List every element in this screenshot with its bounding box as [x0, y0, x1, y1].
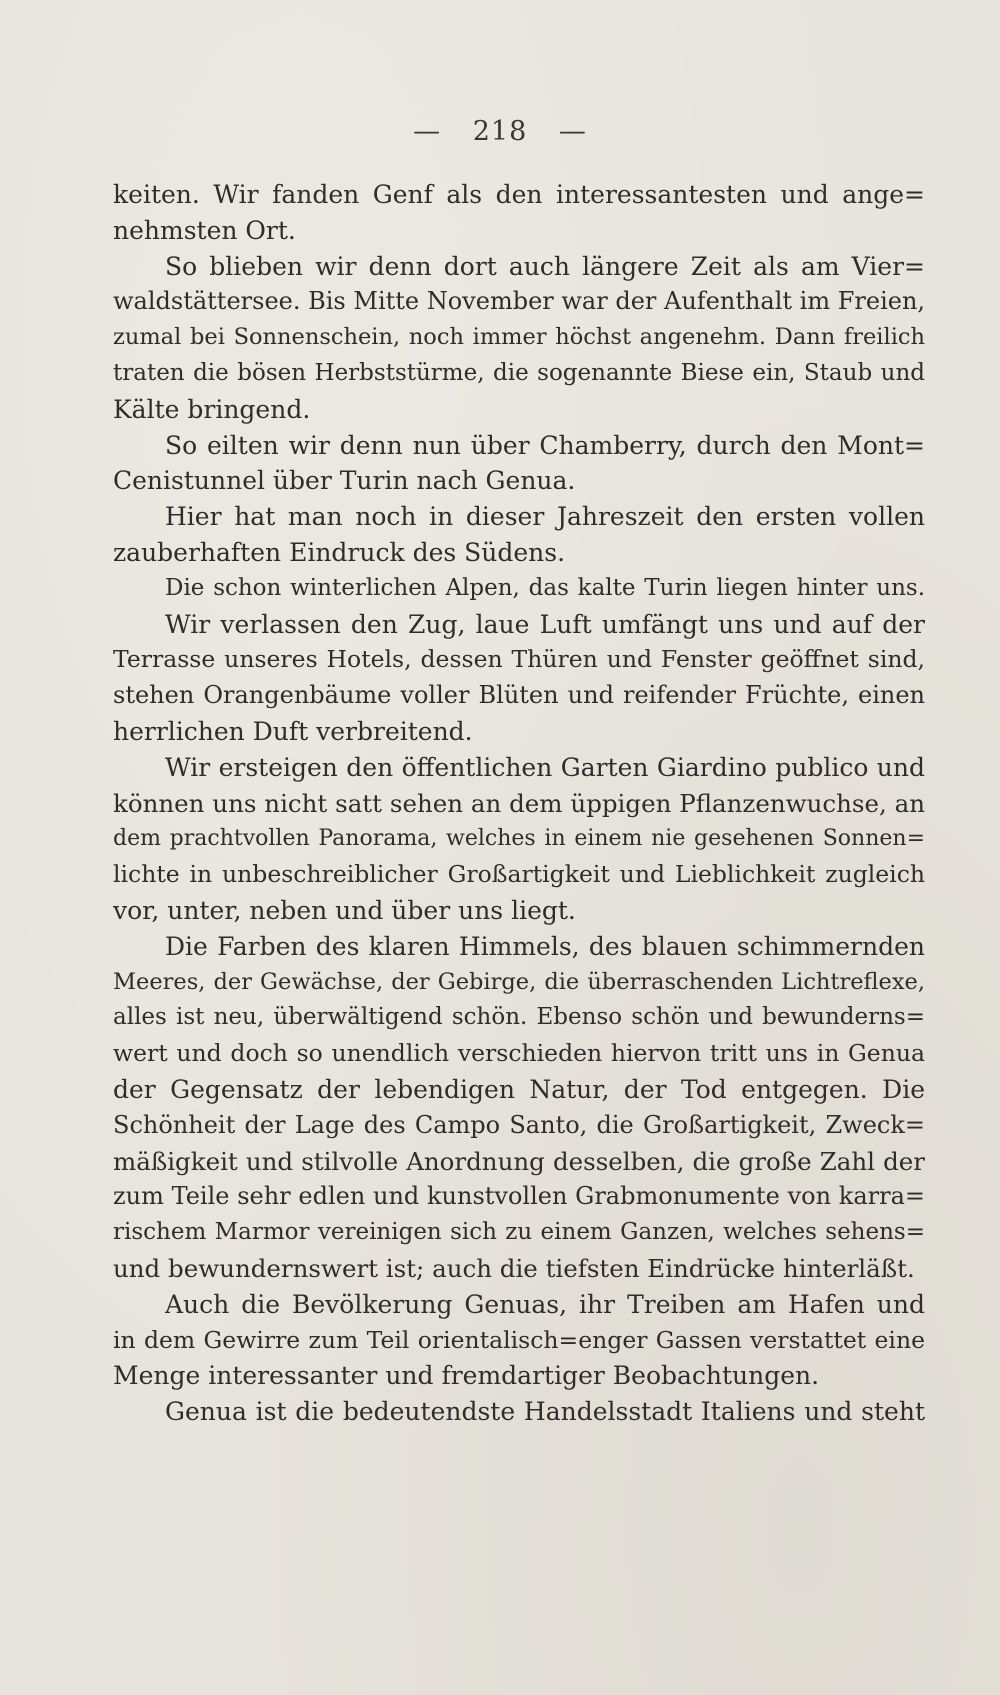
text-line: der Gegensatz der lebendigen Natur, der Tod entgegen. Die [113, 1074, 925, 1104]
text-line: waldstättersee. Bis Mitte November war der Aufenthalt im Freien, [113, 287, 926, 316]
text-line: Die schon winterlichen Alpen, das kalte Turin liegen hinter uns. [165, 574, 925, 601]
text-line: zum Teile sehr edlen und kunstvollen Grabmonumente von karra= [113, 1182, 925, 1211]
text-line: keiten. Wir fanden Genf als den interessantesten und ange= [113, 180, 925, 209]
text-line: und bewundernswert ist; auch die tiefsten Eindrücke hinterläßt. [113, 1253, 915, 1283]
text-line: Wir verlassen den Zug, laue Luft umfängt uns und auf der [165, 609, 925, 639]
dash-left: — [413, 116, 442, 147]
text-line: rischem Marmor vereinigen sich zu einem Ganzen, welches sehens= [113, 1219, 925, 1246]
text-line: Menge interessanter und fremdartiger Beobachtungen. [113, 1361, 820, 1391]
text-line: Hier hat man noch in dieser Jahreszeit den ersten vollen [165, 502, 925, 532]
text-line: Wir ersteigen den öffentlichen Garten Giardino publico und [165, 752, 925, 782]
text-line: dem prachtvollen Panorama, welches in einem nie gesehenen Sonnen= [113, 826, 925, 852]
text-line: Auch die Bevölkerung Genuas, ihr Treiben am Hafen und [165, 1289, 925, 1319]
text-line: nehmsten Ort. [113, 215, 296, 245]
text-line: herrlichen Duft verbreitend. [113, 716, 473, 746]
text-line: Schönheit der Lage des Campo Santo, die Großartigkeit, Zweck= [113, 1110, 925, 1139]
page-number: 218 [472, 116, 528, 147]
text-line: können uns nicht satt sehen an dem üppigen Pflanzenwuchse, an [113, 788, 925, 818]
text-line: lichte in unbeschreiblicher Großartigkeit und Lieblichkeit zugleich [113, 860, 925, 889]
text-line: traten die bösen Herbststürme, die sogenannte Biese ein, Staub und [113, 359, 925, 386]
text-line: zumal bei Sonnenschein, noch immer höchst angenehm. Dann freilich [113, 324, 925, 351]
body-text [113, 177, 925, 1430]
text-line: stehen Orangenbäume voller Blüten und reifender Früchte, einen [113, 681, 925, 710]
text-line: Terrasse unseres Hotels, dessen Thüren und Fenster geöffnet sind, [113, 645, 925, 674]
text-line: So blieben wir denn dort auch längere Zeit als am Vier= [165, 251, 925, 281]
text-line: vor, unter, neben und über uns liegt. [113, 895, 576, 925]
text-line: alles ist neu, überwältigend schön. Ebenso schön und bewunderns= [113, 1004, 925, 1031]
text-line: Die Farben des klaren Himmels, des blauen schimmernden [165, 931, 925, 961]
text-line: Cenistunnel über Turin nach Genua. [113, 466, 576, 496]
text-line: So eilten wir denn nun über Chamberry, durch den Mont= [165, 430, 925, 460]
page-number-header [0, 112, 1000, 152]
text-line: wert und doch so unendlich verschieden hiervon tritt uns in Genua [113, 1039, 925, 1068]
text-line: zauberhaften Eindruck des Südens. [113, 537, 566, 567]
text-line: Kälte bringend. [113, 394, 311, 424]
text-line: mäßigkeit und stilvolle Anordnung desselben, die große Zahl der [113, 1146, 925, 1176]
text-line: Meeres, der Gewächse, der Gebirge, die überraschenden Lichtreflexe, [113, 968, 925, 995]
text-line: in dem Gewirre zum Teil orientalisch=enger Gassen verstattet eine [113, 1325, 925, 1354]
dash-right: — [558, 116, 587, 147]
text-line: Genua ist die bedeutendste Handelsstadt Italiens und steht [165, 1397, 925, 1427]
